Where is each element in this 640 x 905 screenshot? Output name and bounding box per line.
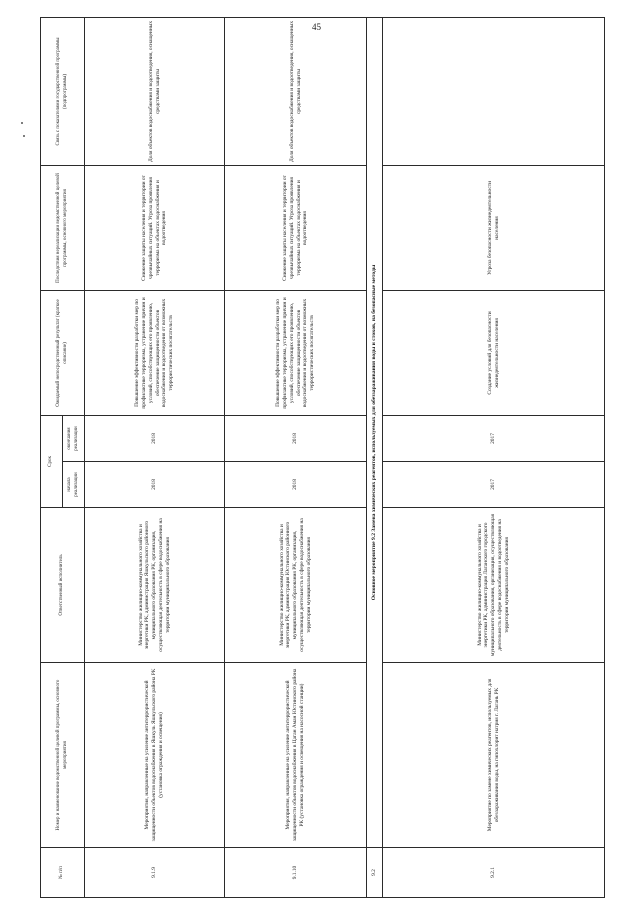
row-end: 2017: [383, 415, 605, 461]
row-links: Доля объектов водоснабжения и водоотведения, оснащенных средствами защиты: [225, 17, 367, 165]
header-result: Ожидаемый непосредственный результат (краткое описание): [41, 290, 85, 415]
section-row: [367, 17, 383, 897]
header-links: Связь с показателями государственной программы (подпрограммы): [41, 17, 85, 165]
row-name: Мероприятия, направленные на усиление антитеррористической защищенности объектов водоснабжения в Яшкуль Яшкульского района РК (установка ограждения и освещения): [85, 663, 225, 848]
row-links: Доля объектов водоснабжения и водоотведения, оснащенных средствами защиты: [85, 17, 225, 165]
header-term: Срок: [41, 415, 63, 507]
row-consequences: Снижение защиты населения и территории от чрезвычайных ситуаций. Угроза проявления терроризма на объектах водоснабжения и водоотведения: [85, 165, 225, 290]
row-name: Мероприятия, направленные на усиление антитеррористической защищенности объектов водоснабжения в Цаган Аман Юстинского района РК (установка ограждения и освещения на насосной станции): [225, 663, 367, 848]
row-num: 9.2.1: [383, 848, 605, 898]
row-links: [383, 17, 605, 165]
row-start: 2018: [225, 462, 367, 508]
program-activities-table: [40, 17, 605, 898]
header-consequences: Последствия нереализации ведомственной целевой программы, основного мероприятия: [41, 165, 85, 290]
table-row: [383, 17, 605, 897]
row-end: 2018: [225, 415, 367, 461]
header-start: начала реализации: [63, 462, 85, 508]
section-title: Основное мероприятие 9.2 Замена химических реагентов, используемых для обеззараживания воды и стоков, на безопасные методы: [367, 17, 383, 847]
row-consequences: Угроза безопасности жизнедеятельности населения: [383, 165, 605, 290]
row-consequences: Снижение защиты населения и территории от чрезвычайных ситуаций. Угроза проявления терроризма на объектах водоснабжения и водоотведения: [225, 165, 367, 290]
row-start: 2018: [85, 462, 225, 508]
scan-speck: [21, 122, 23, 124]
page-number: 45: [312, 22, 321, 32]
row-executor: Министерство жилищно-коммунального хозяйства и энергетики РК, администрация Яшкульского районного муниципального образования РК, организация, осуществляющая деятельность в сфере водоснабжения на территории муниципального образования: [85, 508, 225, 663]
header-end: окончания реализации: [63, 415, 85, 461]
row-name: Мероприятие по замене химических реагентов, используемых для обеззараживания воды, на гипохлорит натрия г. Лагань РК: [383, 663, 605, 848]
row-executor: Министерство жилищно-коммунального хозяйства и энергетики РК, администрация Юстинского районного муниципального образования РК, организация, осуществляющая деятельность в сфере водоснабжения на территории муниципального образования: [225, 508, 367, 663]
header-row: [41, 17, 63, 897]
row-executor: Министерство жилищно-коммунального хозяйства и энергетики РК, администрация Лаганского городского муниципального образования, организация, осуществляющая деятельность в сфере водоснабжения и водоотведения на территории муниципального образования: [383, 508, 605, 663]
row-start: 2017: [383, 462, 605, 508]
row-result: Повышение эффективности разработки мер по профилактике терроризма, устранение причин и условий, способствующих его проявлению, обеспечение защищенности объектов водоснабжения и водоотведения от возможных террористических посягательств: [85, 290, 225, 415]
header-num: № п/п: [41, 848, 85, 898]
table-row: [225, 17, 367, 897]
section-num: 9.2: [367, 848, 383, 898]
row-result: Повышение эффективности разработки мер по профилактике терроризма, устранение причин и условий, способствующих его проявлению, обеспечение защищенности объектов водоснабжения и водоотведения от возможных террористических посягательств: [225, 290, 367, 415]
header-name: Номер и наименование ведомственной целевой программы, основного мероприятия: [41, 663, 85, 848]
row-num: 9.1.10: [225, 848, 367, 898]
header-executor: Ответственный исполнитель: [41, 508, 85, 663]
row-num: 9.1.9: [85, 848, 225, 898]
row-end: 2018: [85, 415, 225, 461]
scan-speck: [23, 135, 25, 137]
row-result: Создание условий для безопасности жизнедеятельности населения: [383, 290, 605, 415]
rotated-table-sheet: [40, 18, 605, 898]
table-row: [85, 17, 225, 897]
